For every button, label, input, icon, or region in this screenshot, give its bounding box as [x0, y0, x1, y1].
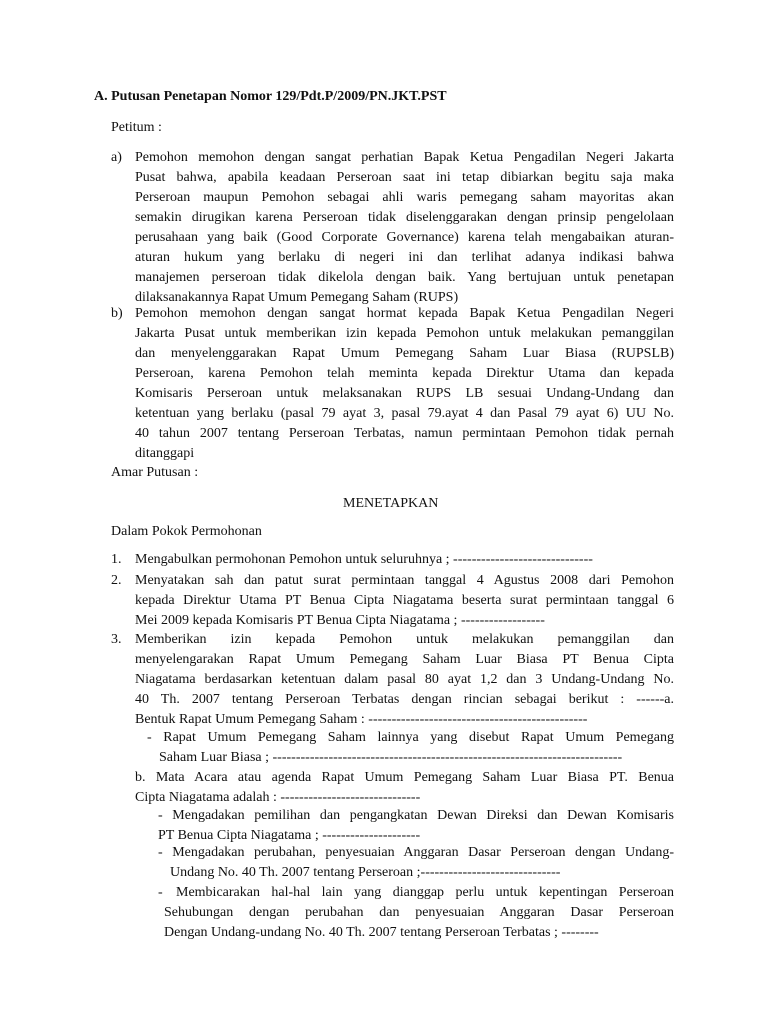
list-item-1-line: Mengabulkan permohonan Pemohon untuk seluruhnya ; ------------------------------ — [135, 552, 593, 567]
list-item-2-line: kepada Direktur Utama PT Benua Cipta Niagatama beserta surat permintaan tanggal 6 — [135, 593, 674, 608]
agenda-item-3-marker: - — [158, 885, 163, 900]
sub-item-rapat: - Rapat Umum Pemegang Saham lainnya yang disebut Rapat Umum Pemegang — [147, 730, 674, 745]
item-b-line: ketentuan yang berlaku (pasal 79 ayat 3, pasal 79.ayat 4 dan Pasal 79 ayat 6) UU No. — [135, 406, 674, 421]
item-a-marker: a) — [111, 150, 122, 165]
petitum-label: Petitum : — [111, 120, 162, 135]
list-item-3-marker: 3. — [111, 632, 122, 647]
list-item-3-line: Memberikan izin kepada Pemohon untuk melakukan pemanggilan dan — [135, 632, 674, 647]
sub-item-b: b. Mata Acara atau agenda Rapat Umum Pemegang Saham Luar Biasa PT. Benua — [135, 770, 674, 785]
list-item-3-line: Niagatama berdasarkan ketentuan dalam pasal 80 ayat 1,2 dan 3 Undang-Undang No. — [135, 672, 674, 687]
list-item-3-line: 40 Th. 2007 tentang Perseroan Terbatas dengan rincian sebagai berikut : ------a. — [135, 692, 674, 707]
amar-putusan-label: Amar Putusan : — [111, 465, 199, 480]
item-b-line: Pemohon memohon dengan sangat hormat kepada Bapak Ketua Pengadilan Negeri — [135, 306, 674, 321]
sub-item-rapat: Saham Luar Biasa ; --------------------------------------------------------------------------- — [159, 750, 623, 765]
item-a-line: manajemen perseroan tidak dikelola dengan baik. Yang bertujuan untuk penetapan — [135, 270, 674, 285]
item-a-line: Perseroan maupun Pemohon sebagai ahli waris pemegang saham mayoritas akan — [135, 190, 674, 205]
item-b-line: Jakarta Pusat untuk memberikan izin kepada Pemohon untuk melakukan pemanggilan — [135, 326, 674, 341]
agenda-item-3: Dengan Undang-undang No. 40 Th. 2007 tentang Perseroan Terbatas ; -------- — [164, 925, 599, 940]
agenda-item-1: - Mengadakan pemilihan dan pengangkatan Dewan Direksi dan Dewan Komisaris — [158, 808, 674, 823]
agenda-item-2: Undang No. 40 Th. 2007 tentang Perseroan ;------------------------------ — [170, 865, 561, 880]
agenda-item-3: Sehubungan dengan perubahan dan penyesuaian Anggaran Dasar Perseroan — [164, 905, 674, 920]
menetapkan-heading: MENETAPKAN — [343, 496, 439, 511]
item-b-line: Komisaris Perseroan untuk melaksanakan RUPS LB sesuai Undang-Undang dan — [135, 386, 674, 401]
section-heading: A. Putusan Penetapan Nomor 129/Pdt.P/2009/PN.JKT.PST — [94, 89, 447, 104]
item-b-marker: b) — [111, 306, 123, 321]
list-item-3-line: Bentuk Rapat Umum Pemegang Saham : ----------------------------------------------- — [135, 712, 588, 727]
list-item-2-marker: 2. — [111, 573, 122, 588]
item-a-line: perusahaan yang baik (Good Corporate Governance) karena telah mengabaikan aturan- — [135, 230, 674, 245]
item-a-line: aturan hukum yang berlaku di negeri ini dan terlihat adanya indikasi bahwa — [135, 250, 674, 265]
list-item-2-line: Menyatakan sah dan patut surat permintaan tanggal 4 Agustus 2008 dari Pemohon — [135, 573, 674, 588]
item-b-line: 40 tahun 2007 tentang Perseroan Terbatas, namun permintaan Pemohon tidak pernah — [135, 426, 674, 441]
item-a-line: dilaksanakannya Rapat Umum Pemegang Saham (RUPS) — [135, 290, 459, 305]
item-b-line: dan menyelenggarakan Rapat Umum Pemegang Saham Luar Biasa (RUPSLB) — [135, 346, 674, 361]
pokok-permohonan-label: Dalam Pokok Permohonan — [111, 524, 262, 539]
item-a-line: Pemohon memohon dengan sangat perhatian Bapak Ketua Pengadilan Negeri Jakarta — [135, 150, 674, 165]
item-a-line: semakin dirugikan karena Perseroan tidak diselenggarakan dengan prinsip pengelolaan — [135, 210, 674, 225]
list-item-2-line: Mei 2009 kepada Komisaris PT Benua Cipta Niagatama ; ------------------ — [135, 613, 545, 628]
item-a-line: Pusat bahwa, apabila keadaan Perseroan saat ini tetap dibiarkan begitu saja maka — [135, 170, 674, 185]
item-b-line: Perseroan, karena Pemohon telah meminta kepada Direktur Utama dan kepada — [135, 366, 674, 381]
list-item-1-marker: 1. — [111, 552, 122, 567]
agenda-item-1: PT Benua Cipta Niagatama ; --------------------- — [158, 828, 421, 843]
agenda-item-2: - Mengadakan perubahan, penyesuaian Anggaran Dasar Perseroan dengan Undang- — [158, 845, 674, 860]
list-item-3-line: menyelengarakan Rapat Umum Pemegang Saham Luar Biasa PT Benua Cipta — [135, 652, 674, 667]
item-b-line: ditanggapi — [135, 446, 195, 461]
agenda-item-3: Membicarakan hal-hal lain yang dianggap perlu untuk kepentingan Perseroan — [176, 885, 674, 900]
sub-item-b: Cipta Niagatama adalah : ------------------------------ — [135, 790, 421, 805]
